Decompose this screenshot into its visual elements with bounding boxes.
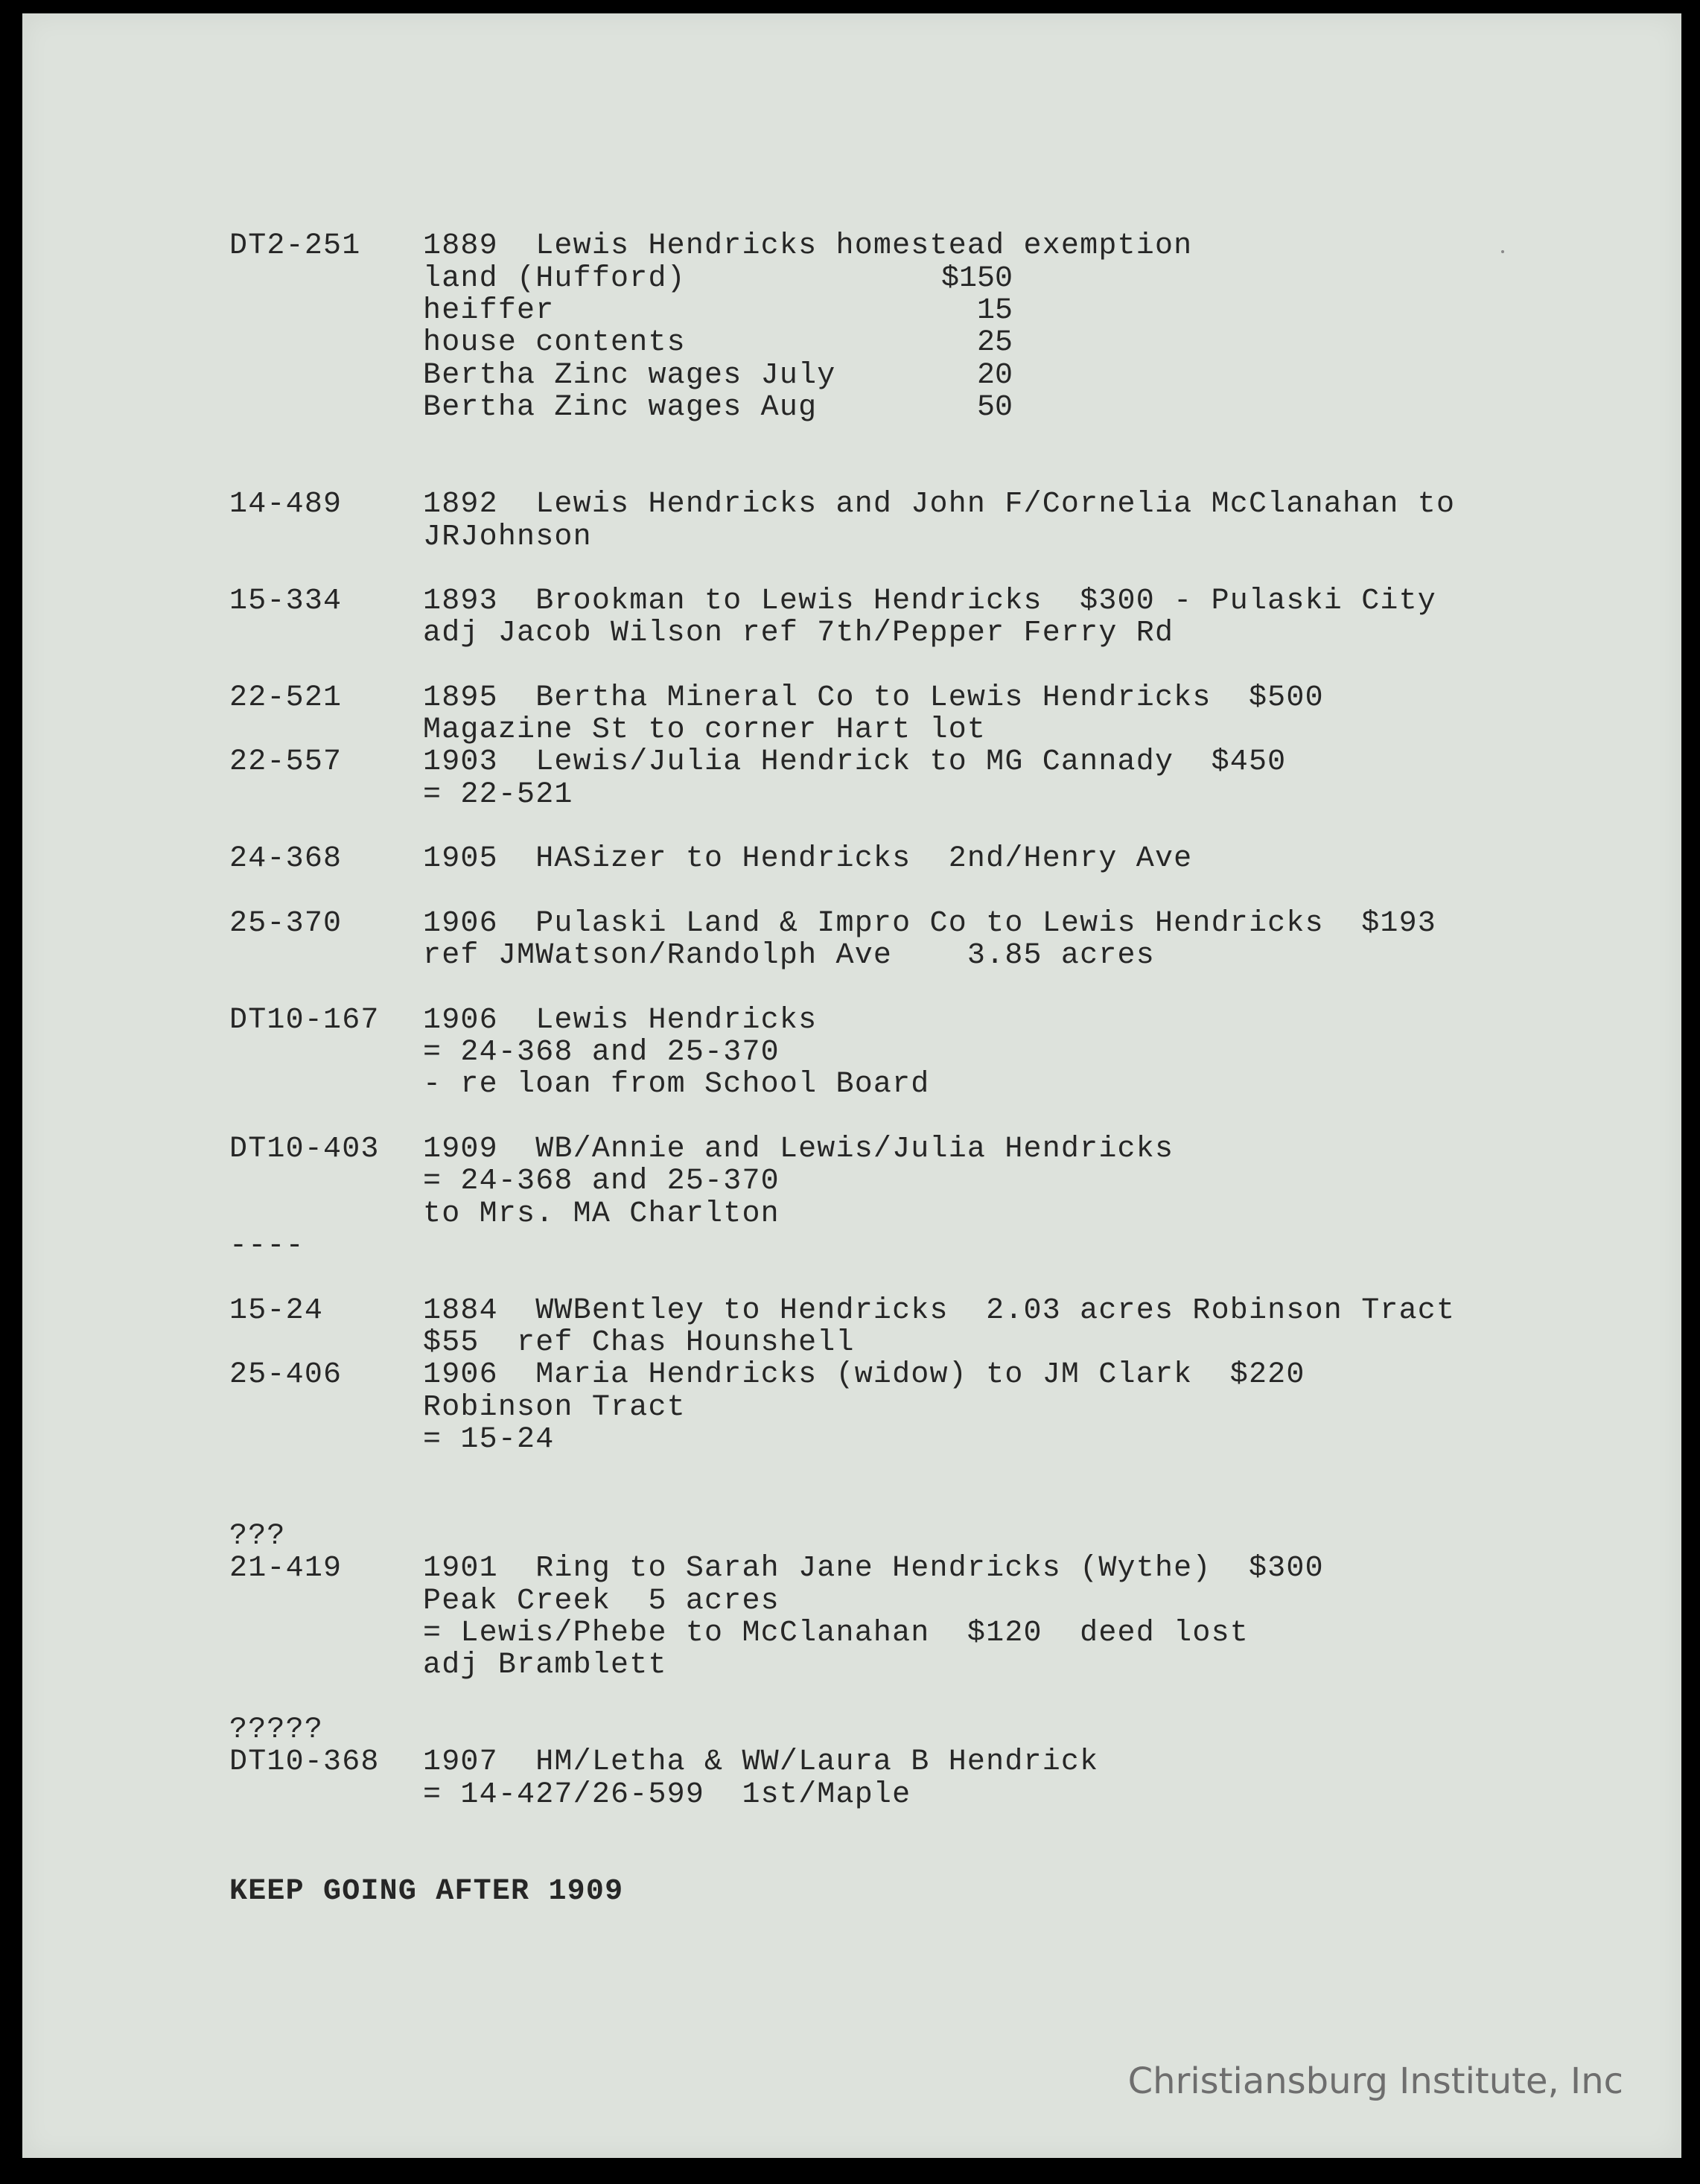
exemption-item-label: house contents xyxy=(423,326,686,360)
deed-text: 1892 Lewis Hendricks and John F/Cornelia McClanahan to xyxy=(423,488,1456,521)
exemption-item-label: heiffer xyxy=(423,294,555,328)
deed-text: ref JMWatson/Randolph Ave 3.85 acres xyxy=(423,939,1155,972)
deed-text: 1889 Lewis Hendricks homestead exemption xyxy=(423,229,1193,263)
exemption-item-amount: 50 xyxy=(976,391,1013,424)
deed-text: adj Jacob Wilson ref 7th/Pepper Ferry Rd xyxy=(423,617,1174,650)
deed-text: Robinson Tract xyxy=(423,1391,686,1424)
deed-ref: 24-368 xyxy=(229,842,343,876)
deed-ref: DT10-368 xyxy=(229,1745,380,1779)
exemption-item-label: land (Hufford) xyxy=(423,262,686,296)
query-mark: ????? xyxy=(229,1713,324,1747)
deed-ref: 25-370 xyxy=(229,907,343,940)
deed-text: 1907 HM/Letha & WW/Laura B Hendrick xyxy=(423,1745,1099,1779)
deed-text: = 15-24 xyxy=(423,1423,555,1456)
deed-text: 1901 Ring to Sarah Jane Hendricks (Wythe) $300 xyxy=(423,1552,1324,1585)
paper-speck xyxy=(1501,250,1504,253)
deed-text: 1906 Pulaski Land & Impro Co to Lewis Hendricks $193 xyxy=(423,907,1437,940)
deed-text: 1905 HASizer to Hendricks 2nd/Henry Ave xyxy=(423,842,1193,876)
deed-text: Peak Creek 5 acres xyxy=(423,1585,780,1618)
exemption-item-label: Bertha Zinc wages July xyxy=(423,359,836,392)
footer-note: KEEP GOING AFTER 1909 xyxy=(229,1875,624,1908)
deed-text: = 24-368 and 25-370 xyxy=(423,1036,780,1069)
exemption-item-amount: 15 xyxy=(976,294,1013,328)
deed-text: = 22-521 xyxy=(423,778,573,812)
deed-text: adj Bramblett xyxy=(423,1649,667,1682)
deed-text: = 14-427/26-599 1st/Maple xyxy=(423,1778,911,1812)
deed-text: 1895 Bertha Mineral Co to Lewis Hendricks $500 xyxy=(423,681,1324,715)
deed-ref: 15-334 xyxy=(229,585,343,618)
deed-text: = 24-368 and 25-370 xyxy=(423,1165,780,1198)
deed-text: = Lewis/Phebe to McClanahan $120 deed lost xyxy=(423,1617,1249,1650)
deed-ref: 14-489 xyxy=(229,488,343,521)
deed-text: 1906 Maria Hendricks (widow) to JM Clark $220 xyxy=(423,1358,1305,1392)
deed-text: to Mrs. MA Charlton xyxy=(423,1197,780,1231)
section-separator: ---- xyxy=(229,1229,305,1263)
deed-text: $55 ref Chas Hounshell xyxy=(423,1326,855,1360)
exemption-item-amount: $150 xyxy=(940,262,1013,296)
exemption-item-amount: 20 xyxy=(976,359,1013,392)
deed-ref: 25-406 xyxy=(229,1358,343,1392)
deed-text: JRJohnson xyxy=(423,520,592,554)
deed-text: Magazine St to corner Hart lot xyxy=(423,713,987,747)
deed-ref: 21-419 xyxy=(229,1552,343,1585)
document-content xyxy=(22,13,1681,2158)
deed-text: 1909 WB/Annie and Lewis/Julia Hendricks xyxy=(423,1133,1174,1166)
deed-ref: 22-557 xyxy=(229,745,343,779)
watermark: Christiansburg Institute, Inc xyxy=(1127,2060,1623,2102)
deed-text: 1903 Lewis/Julia Hendrick to MG Cannady $450 xyxy=(423,745,1287,779)
exemption-item-label: Bertha Zinc wages Aug xyxy=(423,391,818,424)
deed-ref: 15-24 xyxy=(229,1294,324,1328)
deed-text: 1906 Lewis Hendricks xyxy=(423,1004,818,1037)
deed-text: - re loan from School Board xyxy=(423,1068,930,1101)
document-page xyxy=(22,13,1681,2158)
deed-text: 1884 WWBentley to Hendricks 2.03 acres Robinson Tract xyxy=(423,1294,1456,1328)
deed-text: 1893 Brookman to Lewis Hendricks $300 - Pulaski City xyxy=(423,585,1437,618)
deed-ref: DT10-167 xyxy=(229,1004,380,1037)
deed-ref: DT2-251 xyxy=(229,229,361,263)
exemption-item-amount: 25 xyxy=(976,326,1013,360)
query-mark: ??? xyxy=(229,1520,286,1553)
deed-ref: DT10-403 xyxy=(229,1133,380,1166)
deed-ref: 22-521 xyxy=(229,681,343,715)
